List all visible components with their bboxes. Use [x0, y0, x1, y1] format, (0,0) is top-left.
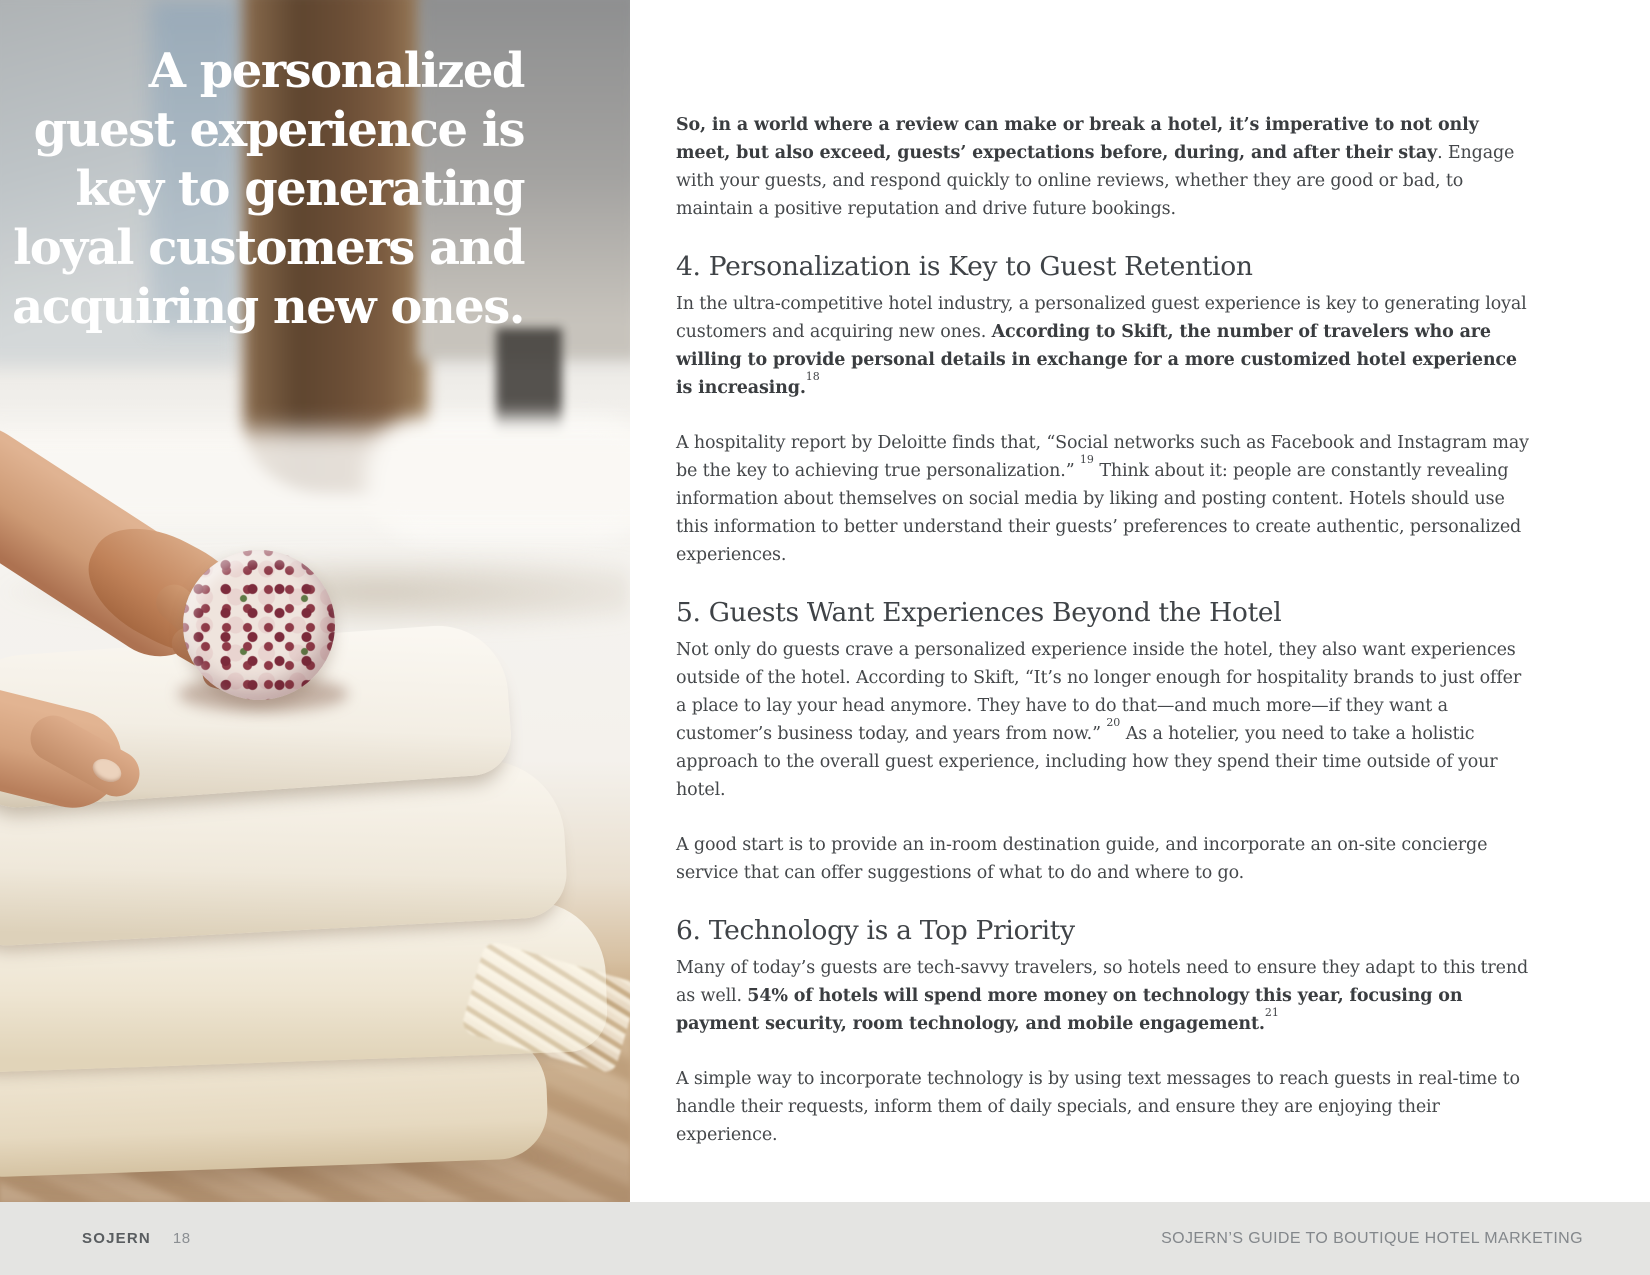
- hero-headline: [12, 42, 524, 337]
- body-paragraph: A hospitality report by Deloitte finds that, “Social networks such as Facebook and Instagram may be the key to achieving true personalization.” $^{19}$ Think about it: people are constantly revealing information about themselves on social media by liking and posting content. Hotels should use this information to better understand their guests’ preferences to create authentic, personalized experiences.: [676, 433, 1529, 565]
- body-paragraph: In the ultra-competitive hotel industry, a personalized guest experience is key to generating loyal customers and acquiring new ones. According to Skift, the number of travelers who are willing to provide personal details in exchange for a more customized hotel experience is increasing.$^{18}$: [676, 294, 1527, 398]
- body-paragraph: A simple way to incorporate technology is by using text messages to reach guests in real-time to handle their requests, inform them of daily specials, and ensure they are enjoying their experience.: [676, 1069, 1520, 1145]
- article-body: [676, 0, 1532, 1176]
- section-heading: 5. Guests Want Experiences Beyond the Hotel: [676, 597, 1282, 628]
- headline-line: key to generating: [75, 161, 524, 217]
- section-heading: 6. Technology is a Top Priority: [676, 915, 1075, 946]
- page-number: 18: [172, 1230, 191, 1247]
- headline-line: loyal customers and: [13, 220, 524, 276]
- footer-guide-title: SOJERN’S GUIDE TO BOUTIQUE HOTEL MARKETING: [1161, 1229, 1583, 1247]
- flower: [183, 550, 335, 700]
- page-footer: [0, 1202, 1650, 1275]
- hero-photo: [0, 0, 630, 1202]
- headline-line: guest experience is: [33, 102, 524, 158]
- body-paragraph: A good start is to provide an in-room destination guide, and incorporate an on-site concierge service that can offer suggestions of what to do and where to go.: [676, 835, 1488, 883]
- footer-brand: SOJERN: [82, 1230, 151, 1247]
- body-paragraph: So, in a world where a review can make or break a hotel, it’s imperative to not only meet, but also exceed, guests’ expectations before, during, and after their stay. Engage with your guests, and respond quickly to online reviews, whether they are good or bad, to maintain a positive reputation and drive future bookings.: [676, 115, 1515, 219]
- footer-left: [0, 1230, 191, 1247]
- headline-line: acquiring new ones.: [12, 279, 524, 335]
- section-heading: 4. Personalization is Key to Guest Retention: [676, 251, 1253, 282]
- body-paragraph: Many of today’s guests are tech-savvy travelers, so hotels need to ensure they adapt to this trend as well. 54% of hotels will spend more money on technology this year, focusing on payment security, room technology, and mobile engagement.$^{21}$: [676, 958, 1528, 1034]
- body-paragraph: Not only do guests crave a personalized experience inside the hotel, they also want experiences outside of the hotel. According to Skift, “It’s no longer enough for hospitality brands to just offer a place to lay your head anymore. They have to do that—and much more—if they want a customer’s business today, and years from now.” $^{20}$ As a hotelier, you need to take a holistic approach to the overall guest experience, including how they spend their time outside of your hotel.: [676, 640, 1522, 800]
- headline-line: A personalized: [148, 43, 524, 99]
